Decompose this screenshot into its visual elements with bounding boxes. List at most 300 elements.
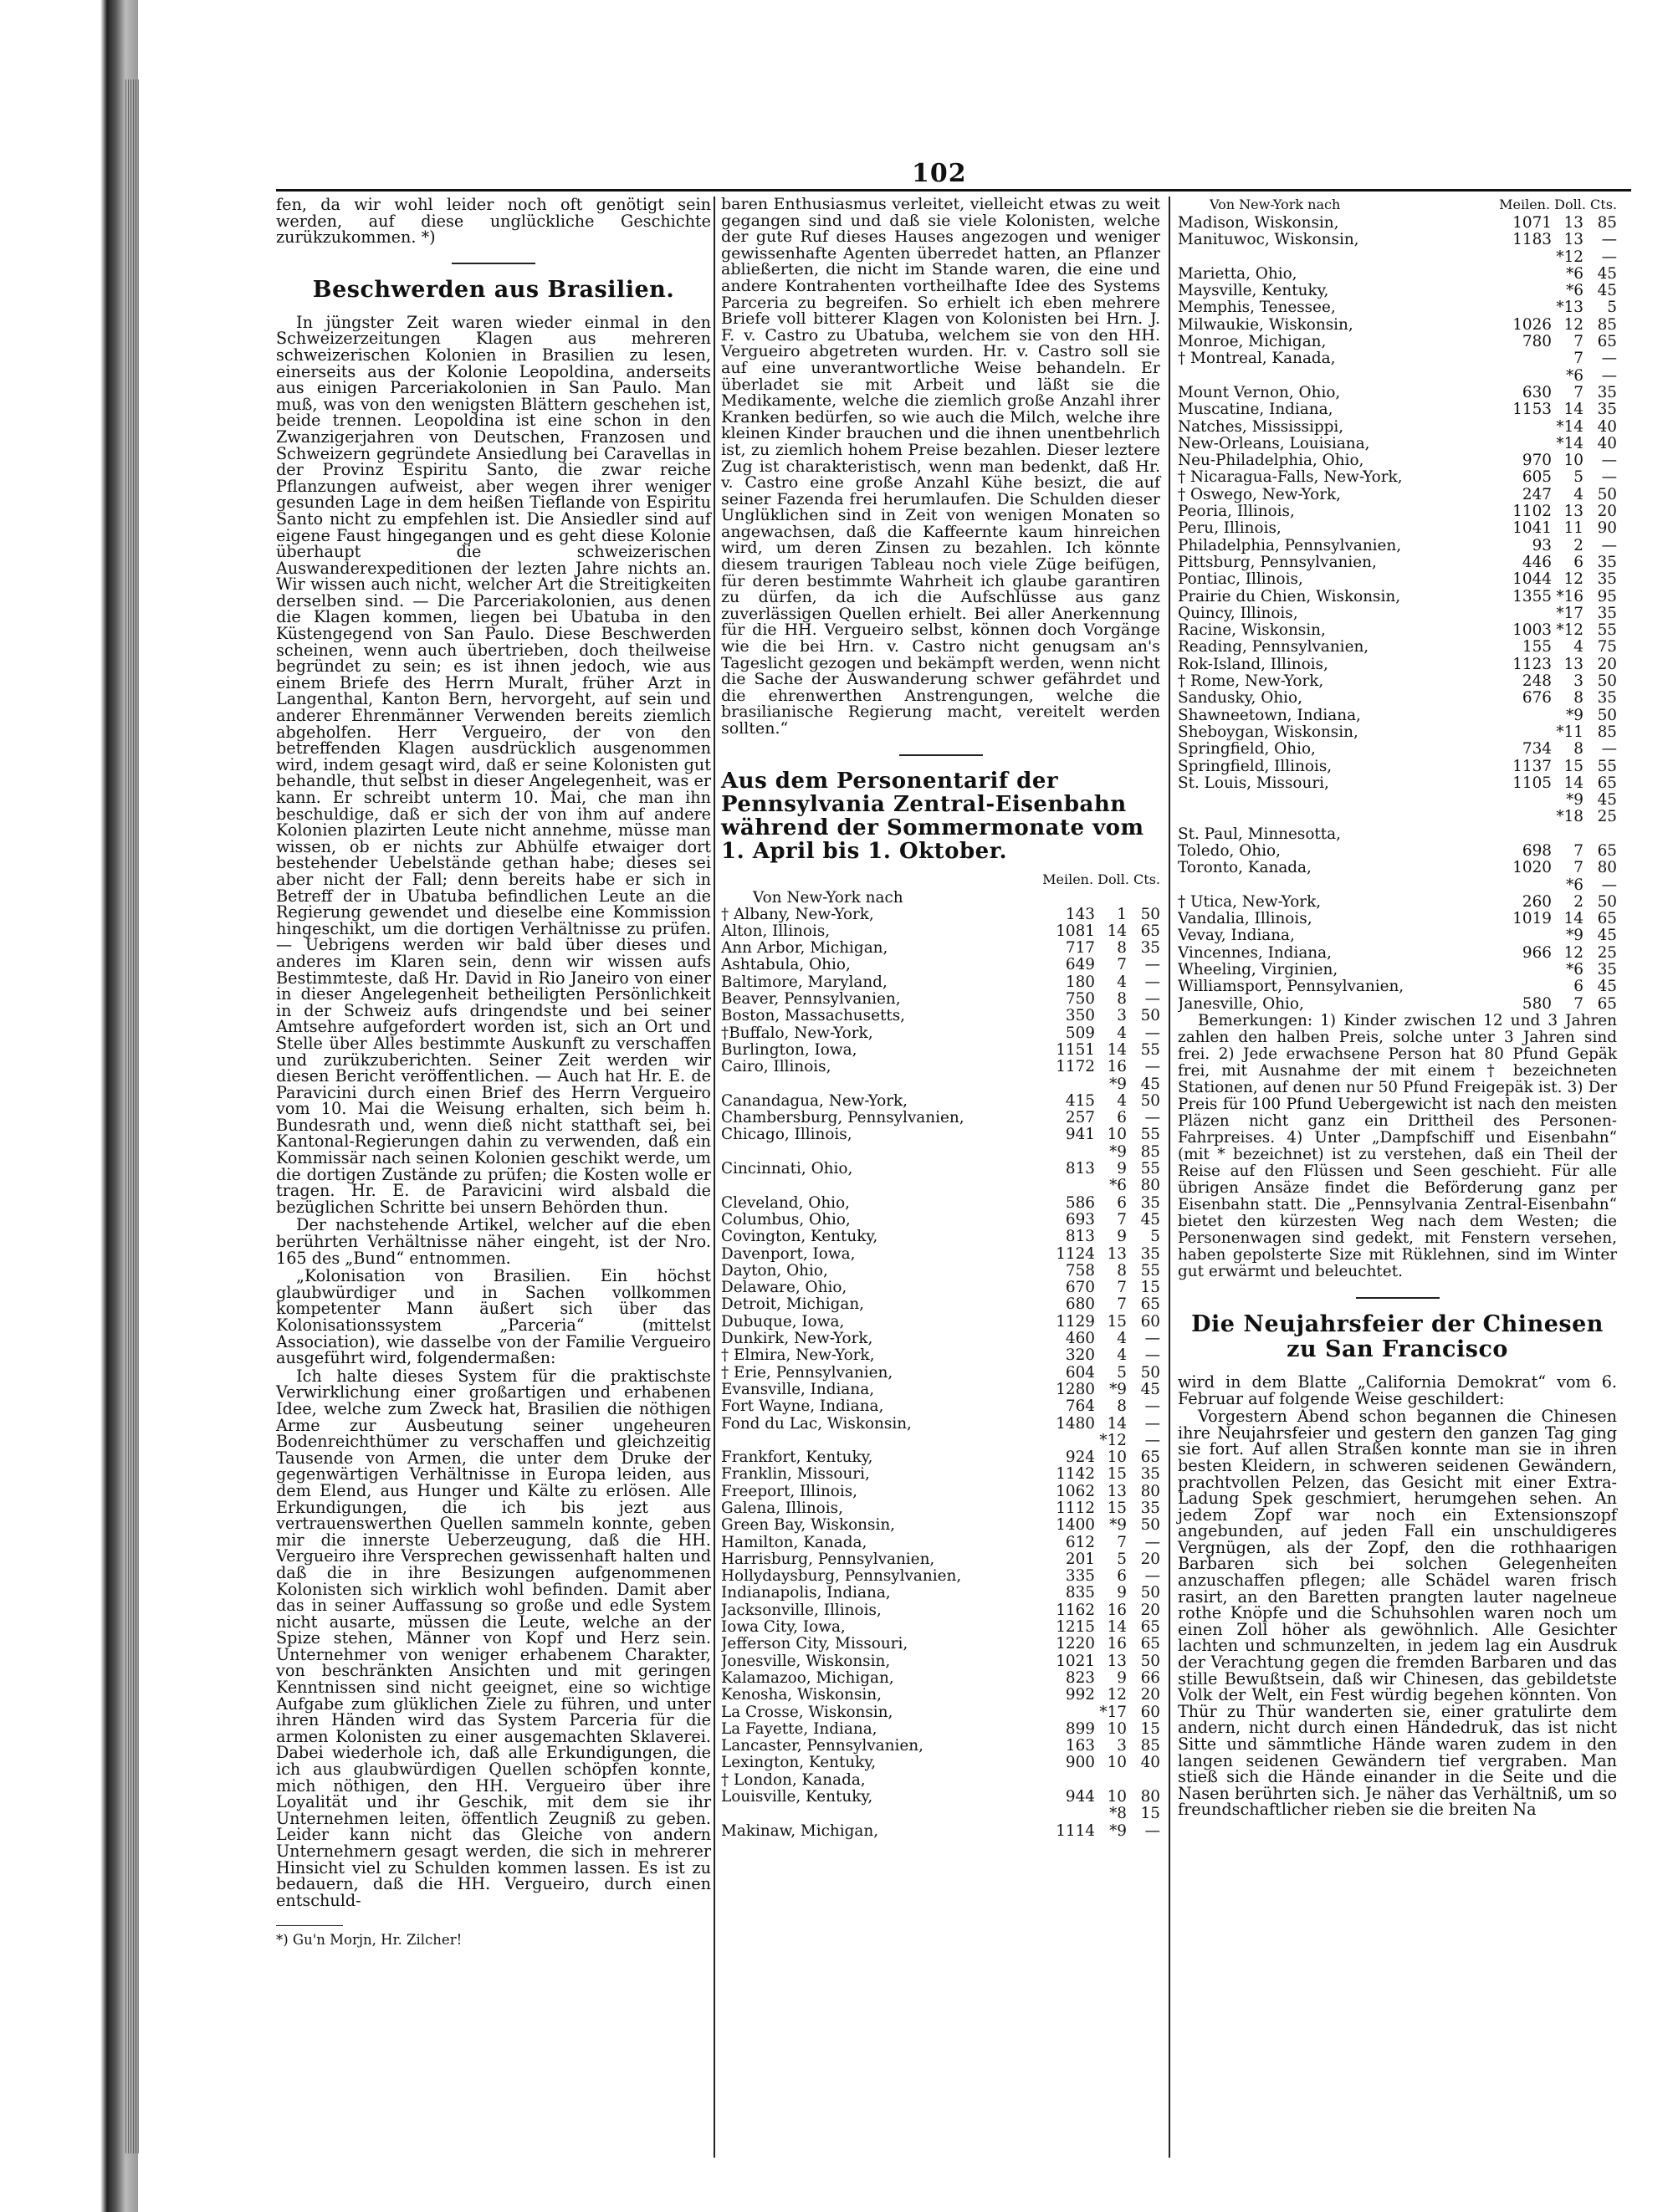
- city-cell: Galena, Illinois,: [721, 1499, 843, 1517]
- table-row: [1178, 877, 1617, 894]
- table-row: [1178, 249, 1617, 266]
- dollars-cell: 6: [1117, 1567, 1127, 1586]
- miles-cell: [1496, 249, 1552, 266]
- table-row: [1178, 741, 1617, 758]
- cents-cell: 45: [1597, 282, 1617, 300]
- cents-cell: 65: [1140, 1448, 1160, 1467]
- cents-cell: 95: [1597, 587, 1617, 605]
- dollars-cell: 8: [1573, 689, 1583, 708]
- table-row: [1178, 978, 1617, 995]
- cents-cell: [1583, 826, 1617, 843]
- city-cell: Milwaukie, Wiskonsin,: [1178, 316, 1353, 334]
- cents-cell: —: [1144, 1821, 1160, 1840]
- cents-cell: 35: [1597, 570, 1617, 589]
- city-cell: Jonesville, Wiskonsin,: [721, 1653, 891, 1670]
- city-cell: [721, 1144, 1040, 1161]
- dollars-cell: *12: [1556, 248, 1583, 266]
- city-cell: Iowa City, Iowa,: [721, 1619, 846, 1637]
- miles-cell: [1496, 978, 1552, 995]
- city-cell: [1178, 877, 1496, 894]
- dollars-cell: *8: [1109, 1805, 1127, 1823]
- column-separator: [1169, 197, 1170, 2158]
- city-cell: † London, Kanada,: [721, 1771, 866, 1789]
- miles-cell: [1496, 792, 1552, 809]
- dollars-cell: *12: [1556, 621, 1583, 640]
- dollars-cell: 6: [1117, 1193, 1127, 1212]
- miles-cell: 1142: [1056, 1465, 1095, 1484]
- cents-cell: 55: [1597, 621, 1617, 640]
- city-cell: Beaver, Pennsylvanien,: [721, 991, 901, 1009]
- city-cell: Makinaw, Michigan,: [721, 1822, 879, 1840]
- city-cell: Sheboygan, Wiskonsin,: [1178, 723, 1358, 741]
- table-row: [1178, 708, 1617, 724]
- city-cell: Jacksonville, Illinois,: [721, 1602, 882, 1619]
- table-row: [721, 1059, 1160, 1075]
- table-row: [721, 991, 1160, 1008]
- dollars-cell: 3: [1117, 1007, 1127, 1025]
- city-cell: Hollydaysburg, Pennsylvanien,: [721, 1568, 962, 1586]
- miles-cell: 680: [1065, 1295, 1095, 1314]
- miles-cell: 924: [1065, 1448, 1095, 1467]
- city-cell: [1178, 809, 1496, 825]
- city-cell: Maysville, Kentuky,: [1178, 283, 1329, 300]
- dollars-cell: 7: [1117, 1210, 1127, 1229]
- city-cell: Williamsport, Pennsylvanien,: [1178, 978, 1404, 996]
- table-row: [1178, 520, 1617, 537]
- miles-cell: 446: [1522, 553, 1552, 571]
- dollars-cell: 1: [1117, 905, 1127, 923]
- dollars-cell: 7: [1573, 994, 1583, 1013]
- table-row: [721, 1568, 1160, 1585]
- table-row: [721, 1314, 1160, 1331]
- dollars-cell: 15: [1107, 1312, 1127, 1331]
- dollars-cell: 14: [1107, 922, 1127, 940]
- table-row: [1178, 385, 1617, 401]
- city-cell: Natches, Mississippi,: [1178, 418, 1344, 436]
- dollars-cell: 7: [1573, 383, 1583, 401]
- city-cell: Vandalia, Illinois,: [1178, 911, 1312, 928]
- cents-cell: 55: [1140, 1040, 1160, 1059]
- miles-cell: 248: [1522, 672, 1552, 691]
- table-row: [1178, 962, 1617, 978]
- dollars-cell: *14: [1556, 434, 1583, 452]
- cents-cell: [1127, 1772, 1160, 1789]
- table-row: [721, 1551, 1160, 1568]
- cents-cell: 20: [1597, 503, 1617, 521]
- dollars-cell: 2: [1573, 536, 1583, 554]
- miles-cell: 900: [1065, 1754, 1095, 1772]
- cents-cell: 50: [1597, 706, 1617, 724]
- city-cell: Mount Vernon, Ohio,: [1178, 384, 1341, 401]
- city-cell: Burlington, Iowa,: [721, 1041, 857, 1059]
- cents-cell: 35: [1597, 961, 1617, 979]
- miles-cell: 1280: [1056, 1380, 1095, 1398]
- cents-cell: —: [1144, 990, 1160, 1009]
- miles-cell: 630: [1522, 383, 1552, 401]
- table-row: [1178, 622, 1617, 639]
- dollars-cell: 4: [1117, 1346, 1127, 1365]
- cents-cell: 65: [1597, 994, 1617, 1013]
- city-cell: Peru, Illinois,: [1178, 520, 1282, 538]
- dollars-cell: 13: [1107, 1244, 1127, 1263]
- city-cell: Pittsburg, Pennsylvanien,: [1178, 554, 1377, 571]
- cents-cell: 85: [1597, 214, 1617, 232]
- city-cell: Dunkirk, New-York,: [721, 1331, 873, 1348]
- column-separator: [714, 197, 715, 2158]
- table-row: [721, 1806, 1160, 1822]
- dollars-cell: 8: [1117, 939, 1127, 958]
- miles-cell: 1400: [1056, 1516, 1095, 1535]
- city-cell: Janesville, Ohio,: [1178, 995, 1304, 1013]
- dollars-cell: 6: [1573, 553, 1583, 571]
- page-number: 102: [912, 159, 967, 188]
- table-row: [721, 1280, 1160, 1296]
- table-row: [1178, 826, 1617, 843]
- miles-cell: 758: [1065, 1261, 1095, 1280]
- dollars-cell: *9: [1109, 1142, 1127, 1161]
- miles-cell: 93: [1532, 536, 1552, 554]
- city-cell: Dayton, Ohio,: [721, 1262, 828, 1280]
- dollars-cell: *6: [1109, 1177, 1127, 1195]
- table-intro: Von New-York nach: [1210, 197, 1341, 212]
- dollars-cell: 14: [1563, 401, 1583, 419]
- cents-cell: 80: [1597, 859, 1617, 877]
- miles-cell: 750: [1065, 990, 1095, 1009]
- cents-cell: 80: [1140, 1788, 1160, 1806]
- miles-cell: 1021: [1056, 1652, 1095, 1670]
- table-row: [721, 957, 1160, 973]
- dollars-cell: 4: [1117, 1091, 1127, 1110]
- table-row: [1178, 266, 1617, 283]
- dollars-cell: *17: [1099, 1703, 1127, 1721]
- table-row: [721, 1823, 1160, 1840]
- table-row: [721, 1093, 1160, 1110]
- table-row: [721, 1025, 1160, 1042]
- cents-cell: 50: [1140, 1091, 1160, 1110]
- dollars-cell: 14: [1563, 774, 1583, 792]
- miles-cell: 1129: [1056, 1312, 1095, 1331]
- miles-cell: 350: [1065, 1007, 1095, 1025]
- miles-cell: 180: [1065, 973, 1095, 991]
- city-cell: Fort Wayne, Indiana,: [721, 1398, 884, 1416]
- cents-cell: 60: [1140, 1312, 1160, 1331]
- city-cell: Frankfort, Kentuky,: [721, 1449, 873, 1467]
- miles-cell: 1026: [1512, 315, 1552, 334]
- city-cell: † Elmira, New-York,: [721, 1347, 875, 1365]
- table-row: [721, 1687, 1160, 1704]
- dollars-cell: 8: [1117, 990, 1127, 1009]
- dollars-cell: 14: [1563, 910, 1583, 928]
- table-row: [721, 1212, 1160, 1229]
- dollars-cell: 7: [1573, 350, 1583, 368]
- table-row: [1178, 469, 1617, 486]
- miles-cell: [1496, 605, 1552, 622]
- miles-cell: 1105: [1512, 774, 1552, 792]
- city-cell: Green Bay, Wiskonsin,: [721, 1517, 896, 1535]
- dollars-cell: *9: [1566, 706, 1583, 724]
- table-row: [1178, 656, 1617, 673]
- table-row: [721, 1144, 1160, 1161]
- miles-cell: 460: [1065, 1330, 1095, 1348]
- dollars-cell: *6: [1566, 876, 1583, 894]
- table-row: [721, 1398, 1160, 1415]
- cents-cell: 65: [1597, 910, 1617, 928]
- city-cell: Peoria, Illinois,: [1178, 503, 1295, 521]
- cents-cell: 85: [1597, 315, 1617, 334]
- dollars-cell: 13: [1563, 214, 1583, 232]
- dollars-cell: *9: [1109, 1075, 1127, 1093]
- city-cell: Toronto, Kanada,: [1178, 860, 1312, 877]
- table-row: [1178, 843, 1617, 860]
- table-row: [1178, 860, 1617, 876]
- city-cell: † Rome, New-York,: [1178, 673, 1324, 691]
- table-row: [1178, 589, 1617, 605]
- table-row: [1178, 401, 1617, 418]
- miles-cell: [1496, 283, 1552, 299]
- table-row: [1178, 605, 1617, 622]
- dollars-cell: 12: [1563, 570, 1583, 589]
- cents-cell: —: [1601, 452, 1617, 470]
- cents-cell: 50: [1140, 1363, 1160, 1382]
- cents-cell: 35: [1597, 604, 1617, 622]
- dollars-cell: 8: [1117, 1397, 1127, 1416]
- table-row: [721, 1500, 1160, 1517]
- book-gutter: [0, 0, 138, 2212]
- cents-cell: 65: [1140, 1635, 1160, 1653]
- cents-cell: 15: [1140, 1279, 1160, 1297]
- miles-cell: [1496, 419, 1552, 436]
- miles-cell: 1003: [1512, 621, 1552, 640]
- cents-cell: 20: [1597, 655, 1617, 673]
- cents-cell: 35: [1140, 1193, 1160, 1212]
- cents-cell: 50: [1597, 485, 1617, 503]
- table-row: [1178, 945, 1617, 962]
- city-cell: Canandagua, New-York,: [721, 1092, 908, 1110]
- city-cell: Cairo, Illinois,: [721, 1059, 831, 1076]
- dollars-cell: 13: [1563, 655, 1583, 673]
- dollars-cell: 4: [1573, 638, 1583, 656]
- city-cell: Detroit, Michigan,: [721, 1296, 865, 1314]
- article-paragraph: Vorgestern Abend schon begannen die Chinesen ihre Neujahrsfeier und gestern den ganzen Tag ging sie fort. Auf allen Straßen konnte man sie in ihren besten Kleidern, in schweren seidenen Gewändern, prachtvollen Pelzen, das Gesicht mit einer Extra-Ladung Spek geschmiert, herumgehen sehen. An jedem Zopf war noch ein Extensionszopf angebunden, auf jeden Fall ein unschuldigeres Vergnügen, als der Zopf, den die rothhaarigen Barbaren sich bei solchen Gelegenheiten anzuschaffen pflegen; alle Schädel waren frisch rasirt, an den Baretten prangten lauter nagelneue rothe Knöpfe und die Schuhsohlen waren noch um einen Zoll höher als gewöhnlich. Alle Gesichter lachten und schmunzelten, in jedem lag ein Ausdruk der Verachtung gegen die fremden Barbaren und das stille Bewußtsein, daß wir Chinesen, das gebildetste Volk der Welt, ein Fest würdig begehen könnten. Von Thür zu Thür wanderten sie, einer gratulirte dem andern, nicht durch einen Händedruk, das ist nicht Sitte und sämmtliche Hände waren zudem in den langen seidenen Gewändern tief vergraben. Man stieß sich die Hände einander in die Seite und die Nasen berührten sich. Je näher das Verhältniß, um so freundschaftlicher rieben sie die breiten Na: [1178, 1407, 1617, 1820]
- article-paragraph: „Kolonisation von Brasilien. Ein höchst glaubwürdiger und in Sachen vollkommen kompetenter Mann äußert sich über das Kolonisationssystem „Parceria“ (mittelst Association), wie dasselbe von der Familie Vergueiro ausgeführt wird, folgendermaßen:: [276, 1266, 711, 1368]
- continuation-text: baren Enthusiasmus verleitet, vielleicht etwas zu weit gegangen sind und daß sie viele Kolonisten, welche der gute Ruf dieses Hauses angezogen und weniger gewissenhafte Agenten überredet hatten, an Pflanzer abließerten, die nicht im Stande waren, die eine und andere Kontrahenten vortheilhafte Idee des Systems Parceria zu begreifen. So erhielt ich eben mehrere Briefe voll bitterer Klagen von Kolonisten bei Hrn. J. F. v. Castro zu Ubatuba, welchem sie von den HH. Vergueiro abgetreten wurden. Hr. v. Castro soll sie auf eine unverantwortliche Weise behandeln. Er überladet sie mit Arbeit und läßt sie die Medikamente, welche die ziemlich große Anzahl ihrer Kranken bedürfen, so wie auch die Milch, welche ihre kleinen Kinder brauchen und die ihnen unentbehrlich ist, zu ziemlich hohem Preise bezahlen. Dieser leztere Zug ist charakteristisch, wenn man bedenkt, daß Hr. v. Castro eine große Anzahl Kühe besizt, die auf seiner Fazenda frei herumlaufen. Die Schulden dieser Unglüklichen sind in Zeit von wenigen Monaten so angewachsen, daß die Kaffeernte kaum hinreichen wird, um deren Zinsen zu bezahlen. Ich könnte diesem traurigen Tableau noch viele Züge beifügen, für deren bestimmte Wahrheit ich glaube garantiren zu dürfen, da ich die Aufschlüsse aus ganz zuverlässigen Quellen erhielt. Bei aller Anerkennung für die HH. Vergueiro selbst, können doch Vorgänge wie die bei Hrn. v. Castro nicht genugsam an's Tageslicht gezogen und bekämpft werden, wenn nicht die Sache der Auswanderung schwer gefährdet und die ehrenwerthen Anstrengungen, welche die brasilianische Regierung macht, vereitelt werden sollten.“: [721, 195, 1160, 738]
- city-cell: † Oswego, New-York,: [1178, 486, 1342, 503]
- dollars-cell: 7: [1117, 1295, 1127, 1314]
- miles-cell: 1151: [1056, 1040, 1095, 1059]
- city-cell: Louisville, Kentuky,: [721, 1789, 873, 1806]
- city-cell: Springfield, Ohio,: [1178, 741, 1316, 759]
- miles-cell: 780: [1522, 333, 1552, 351]
- cents-cell: 35: [1140, 1244, 1160, 1263]
- city-cell: Pontiac, Illinois,: [1178, 571, 1303, 589]
- cents-cell: —: [1601, 876, 1617, 894]
- table-row: [1178, 927, 1617, 944]
- table-row: [1178, 809, 1617, 825]
- dollars-cell: *17: [1556, 604, 1583, 622]
- miles-cell: 899: [1065, 1719, 1095, 1738]
- city-cell: [721, 1076, 1040, 1093]
- city-cell: Vevay, Indiana,: [1178, 927, 1295, 945]
- miles-cell: 693: [1065, 1210, 1095, 1229]
- continuation-text: fen, da wir wohl leider noch oft genötigt sein werden, auf diese unglückliche Geschichte zurükzukommen. *): [276, 195, 711, 248]
- table-row: [1178, 673, 1617, 690]
- city-cell: Reading, Pennsylvanien,: [1178, 639, 1369, 656]
- cents-cell: 55: [1140, 1261, 1160, 1280]
- table-row: [721, 1602, 1160, 1619]
- table-header: [1178, 197, 1617, 213]
- table-row: [1178, 554, 1617, 571]
- table-row: [721, 1789, 1160, 1806]
- table-row: [1178, 368, 1617, 385]
- dollars-cell: 13: [1107, 1652, 1127, 1670]
- dollars-cell: 4: [1117, 1330, 1127, 1348]
- table-row: [721, 1331, 1160, 1347]
- dollars-cell: 16: [1107, 1635, 1127, 1653]
- cents-cell: 85: [1140, 1142, 1160, 1161]
- cents-cell: 15: [1140, 1805, 1160, 1823]
- footnote: *) Gu'n Morjn, Hr. Zilcher!: [276, 1932, 463, 1949]
- cents-cell: —: [1144, 1346, 1160, 1365]
- cents-cell: —: [1144, 1109, 1160, 1127]
- table-row: [1178, 452, 1617, 469]
- article-heading-brasilien: Beschwerden aus Brasilien.: [312, 276, 675, 303]
- table-row: [1178, 317, 1617, 334]
- cents-cell: 35: [1140, 1499, 1160, 1517]
- cents-cell: 35: [1140, 1465, 1160, 1484]
- miles-cell: 201: [1065, 1550, 1095, 1568]
- city-cell: [721, 1433, 1040, 1449]
- city-cell: Boston, Massachusetts,: [721, 1008, 906, 1025]
- dollars-cell: *12: [1099, 1431, 1127, 1449]
- miles-cell: 1019: [1512, 910, 1552, 928]
- table-row: [721, 1772, 1160, 1789]
- dollars-cell: *18: [1556, 808, 1583, 826]
- miles-cell: [1496, 299, 1552, 316]
- miles-cell: [1040, 1178, 1095, 1194]
- dollars-cell: 4: [1117, 973, 1127, 991]
- cents-cell: 65: [1140, 922, 1160, 940]
- city-cell: Chambersburg, Pennsylvanien,: [721, 1110, 964, 1127]
- cents-cell: 20: [1140, 1601, 1160, 1619]
- table-row: [721, 1042, 1160, 1059]
- dollars-cell: *14: [1556, 417, 1583, 436]
- cents-cell: 50: [1140, 1007, 1160, 1025]
- table-row: [1178, 283, 1617, 299]
- footnote-divider: [276, 1925, 343, 1926]
- miles-cell: 717: [1065, 939, 1095, 958]
- city-cell: Columbus, Ohio,: [721, 1211, 851, 1229]
- cents-cell: 40: [1597, 434, 1617, 452]
- table-row: [1178, 724, 1617, 741]
- dollars-cell: 13: [1563, 231, 1583, 249]
- city-cell: Alton, Illinois,: [721, 922, 831, 940]
- miles-cell: 247: [1522, 485, 1552, 503]
- cents-cell: 35: [1597, 383, 1617, 401]
- cents-cell: 40: [1597, 417, 1617, 436]
- table-row: [1178, 503, 1617, 520]
- dollars-cell: 10: [1107, 1719, 1127, 1738]
- city-cell: La Fayette, Indiana,: [721, 1720, 877, 1738]
- miles-cell: [1040, 1704, 1095, 1721]
- cents-cell: 45: [1140, 1210, 1160, 1229]
- miles-cell: 813: [1065, 1228, 1095, 1246]
- miles-cell: [1496, 962, 1552, 978]
- table-row: [721, 1433, 1160, 1449]
- dollars-cell: 10: [1563, 452, 1583, 470]
- dollars-cell: 15: [1107, 1499, 1127, 1517]
- city-cell: Philadelphia, Pennsylvanien,: [1178, 537, 1402, 554]
- city-cell: Lexington, Kentuky,: [721, 1755, 877, 1772]
- dollars-cell: 13: [1563, 503, 1583, 521]
- miles-cell: 1355: [1512, 587, 1552, 605]
- miles-cell: [1496, 368, 1552, 385]
- miles-cell: 823: [1065, 1668, 1095, 1687]
- miles-cell: 1220: [1056, 1635, 1095, 1653]
- miles-cell: 143: [1065, 905, 1095, 923]
- table-header-labels: Meilen. Doll. Cts.: [1499, 197, 1617, 212]
- dollars-cell: 6: [1117, 1109, 1127, 1127]
- dollars-cell: 3: [1573, 672, 1583, 691]
- miles-cell: [1040, 1772, 1095, 1789]
- dollars-cell: 10: [1107, 1754, 1127, 1772]
- miles-cell: 1123: [1512, 655, 1552, 673]
- dollars-cell: 16: [1107, 1601, 1127, 1619]
- dollars-cell: 10: [1107, 1788, 1127, 1806]
- cents-cell: 50: [1597, 672, 1617, 691]
- city-cell: Vincennes, Indiana,: [1178, 944, 1332, 962]
- miles-cell: 1112: [1056, 1499, 1095, 1517]
- city-cell: Davenport, Iowa,: [721, 1245, 856, 1263]
- dollars-cell: 13: [1107, 1482, 1127, 1500]
- cents-cell: 65: [1597, 841, 1617, 860]
- miles-cell: 509: [1065, 1024, 1095, 1042]
- city-cell: Manituwoc, Wiskonsin,: [1178, 232, 1359, 249]
- cents-cell: 45: [1597, 978, 1617, 996]
- table-row: [1178, 538, 1617, 554]
- dollars-cell: [1095, 1772, 1127, 1789]
- cents-cell: 50: [1140, 1652, 1160, 1670]
- city-cell: Kenosha, Wiskonsin,: [721, 1687, 882, 1704]
- table-row: [721, 1619, 1160, 1636]
- dollars-cell: 14: [1107, 1040, 1127, 1059]
- cents-cell: 40: [1140, 1754, 1160, 1772]
- cents-cell: 50: [1140, 905, 1160, 923]
- miles-cell: 1162: [1056, 1601, 1095, 1619]
- miles-cell: 734: [1522, 740, 1552, 759]
- miles-cell: [1496, 724, 1552, 741]
- cents-cell: —: [1601, 248, 1617, 266]
- city-cell: Delaware, Ohio,: [721, 1280, 847, 1297]
- miles-cell: 698: [1522, 841, 1552, 860]
- dollars-cell: 10: [1107, 1126, 1127, 1144]
- city-cell: Quincy, Illinois,: [1178, 605, 1298, 622]
- dollars-cell: 7: [1573, 333, 1583, 351]
- miles-cell: 835: [1065, 1584, 1095, 1602]
- miles-cell: [1496, 350, 1552, 367]
- city-cell: La Crosse, Wiskonsin,: [721, 1704, 893, 1721]
- dollars-cell: 7: [1573, 841, 1583, 860]
- section-divider: [1356, 1297, 1440, 1299]
- city-cell: Baltimore, Maryland,: [721, 973, 888, 991]
- city-cell: Chicago, Illinois,: [721, 1126, 852, 1144]
- table-row: [721, 940, 1160, 957]
- city-cell: [1178, 368, 1496, 385]
- table-row: [721, 1365, 1160, 1382]
- city-cell: Franklin, Missouri,: [721, 1466, 870, 1484]
- miles-cell: [1040, 1144, 1095, 1161]
- dollars-cell: 9: [1117, 1668, 1127, 1687]
- city-cell: Lancaster, Pennsylvanien,: [721, 1738, 923, 1755]
